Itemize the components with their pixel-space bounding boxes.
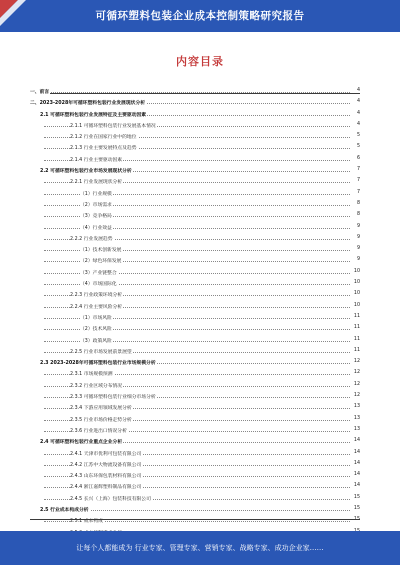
toc-entry-page: 11 xyxy=(353,347,360,353)
toc-entry-label: 2.3.5 行业市场价格走势分析 xyxy=(70,417,132,423)
toc-entry-label: （2）绿色环保发展 xyxy=(80,259,122,265)
toc-entry-page: 14 xyxy=(353,460,360,466)
toc-entry[interactable] xyxy=(30,401,360,412)
toc-entry-label: 2.1 可循环塑料包装行业发展特征及主要驱动因素 xyxy=(40,112,147,118)
page-header xyxy=(0,0,400,32)
toc-entry[interactable] xyxy=(30,413,360,424)
toc-entry[interactable] xyxy=(30,492,360,503)
toc-entry-label: 2.2.2 行业发展趋势 xyxy=(70,236,113,242)
toc-entry-label: 2.5.1 成本构成 xyxy=(70,519,103,525)
toc-leader-dots xyxy=(44,510,350,511)
toc-entry[interactable] xyxy=(30,209,360,220)
toc-entry[interactable] xyxy=(30,288,360,299)
toc-entry-label: （4）市场国际化 xyxy=(80,282,117,288)
toc-entry-label: 2.1.1 可循环塑料包装行业发展基本情况 xyxy=(70,123,156,129)
toc-entry-page: 11 xyxy=(353,313,360,319)
toc-entry[interactable] xyxy=(30,356,360,367)
toc-entry-page: 9 xyxy=(356,234,360,240)
toc-entry[interactable] xyxy=(30,175,360,186)
toc-entry[interactable] xyxy=(30,345,360,356)
toc-entry-page: 12 xyxy=(353,381,360,387)
toc-entry-label: 2.3.4 下游应用领域发展分析 xyxy=(70,406,132,412)
toc-entry-page: 9 xyxy=(356,246,360,252)
toc-entry-label: 2.4.5 长兴（上海）包装科技有限公司 xyxy=(70,496,151,502)
toc-entry-page: 14 xyxy=(353,449,360,455)
toc-entry[interactable] xyxy=(30,266,360,277)
toc-entry[interactable] xyxy=(30,424,360,435)
toc-entry[interactable] xyxy=(30,254,360,265)
toc-entry-page: 10 xyxy=(353,280,360,286)
toc-entry-page: 12 xyxy=(353,393,360,399)
toc-entry-page: 13 xyxy=(353,415,360,421)
toc-entry[interactable] xyxy=(30,108,360,119)
toc-entry-label: 2.1.4 行业主要驱动因素 xyxy=(70,157,123,163)
footer-slogan: 让每个人都能成为 行业专家、管理专家、营销专家、战略专家、成功企业家…… xyxy=(76,544,324,552)
toc-entry-label: 2.4.1 天津市优利可包装有限公司 xyxy=(70,451,142,457)
toc-entry[interactable] xyxy=(30,221,360,232)
toc-entry-page: 14 xyxy=(353,483,360,489)
report-title: 可循环塑料包装企业成本控制策略研究报告 xyxy=(95,10,305,22)
toc-entry[interactable] xyxy=(30,130,360,141)
toc-entry-label: （3）竞争格局 xyxy=(80,214,112,220)
toc-entry-label: （1）行业规模 xyxy=(80,191,112,197)
toc-entry[interactable] xyxy=(30,469,360,480)
toc-entry[interactable] xyxy=(30,277,360,288)
toc-entry-page: 11 xyxy=(353,336,360,342)
page-footer xyxy=(0,531,400,565)
toc-entry[interactable] xyxy=(30,503,360,514)
toc-entry-page: 7 xyxy=(356,178,360,184)
toc-entry-page: 15 xyxy=(353,517,360,523)
toc-entry-label: 2.3.1 市场规模预测 xyxy=(70,372,113,378)
toc-entry[interactable] xyxy=(30,458,360,469)
toc-entry-label: 2.2 可循环塑料包装行业市场发展现状分析 xyxy=(40,169,132,175)
toc-entry-page: 4 xyxy=(356,110,360,116)
toc-entry-label: （3）产业链整合 xyxy=(80,270,117,276)
toc-entry-page: 9 xyxy=(356,223,360,229)
toc-entry[interactable] xyxy=(30,322,360,333)
toc-entry-page: 5 xyxy=(356,144,360,150)
toc-entry-label: （1）技术创新发展 xyxy=(80,248,122,254)
toc-entry-page: 7 xyxy=(356,167,360,173)
toc-entry[interactable] xyxy=(30,334,360,345)
toc-entry-label: 2.3.2 行业区域分布情况 xyxy=(70,383,123,389)
toc-entry-page: 13 xyxy=(353,404,360,410)
toc-entry-page: 4 xyxy=(356,88,360,93)
toc-entry-page: 9 xyxy=(356,257,360,263)
toc-entry-page: 10 xyxy=(353,291,360,297)
toc-entry[interactable] xyxy=(30,367,360,378)
toc-entry-label: 2.5 行业成本构成分析 xyxy=(40,507,89,513)
toc-entry-label: （1）市场风险 xyxy=(80,315,112,321)
toc-entry[interactable] xyxy=(30,379,360,390)
toc-entry[interactable] xyxy=(30,300,360,311)
toc-entry-label: 一、前言 xyxy=(30,90,50,95)
toc-entry[interactable] xyxy=(30,390,360,401)
toc-entry-label: （3）政策风险 xyxy=(80,338,112,344)
toc-leader-dots xyxy=(44,92,350,93)
toc-entry-label: 2.2.5 行业市场发展前景展望 xyxy=(70,349,132,355)
toc-entry-label: 2.2.3 行业政策环境分析 xyxy=(70,293,123,299)
toc-entry-page: 10 xyxy=(353,268,360,274)
toc-entry[interactable] xyxy=(30,187,360,198)
toc-entry[interactable] xyxy=(30,198,360,209)
toc-entry-page: 7 xyxy=(356,189,360,195)
toc-entry-page: 14 xyxy=(353,472,360,478)
toc-entry-page: 14 xyxy=(353,438,360,444)
table-of-contents xyxy=(30,85,360,537)
toc-entry[interactable] xyxy=(30,435,360,446)
toc-entry-page: 4 xyxy=(356,99,360,105)
toc-entry-page: 11 xyxy=(353,325,360,331)
toc-entry-page: 10 xyxy=(353,302,360,308)
toc-entry-page: 5 xyxy=(356,133,360,139)
toc-entry[interactable] xyxy=(30,164,360,175)
toc-entry[interactable] xyxy=(30,232,360,243)
toc-entry-label: （2）市场需求 xyxy=(80,202,112,208)
toc-entry[interactable] xyxy=(30,243,360,254)
toc-entry-page: 8 xyxy=(356,200,360,206)
toc-entry[interactable] xyxy=(30,85,360,96)
toc-entry-label: 二、2023-2028年可循环塑料包装行业发展现状分析 xyxy=(30,101,146,107)
toc-entry[interactable] xyxy=(30,119,360,130)
toc-entry-label: 2.3.3 可循环塑料包装行业细分市场分析 xyxy=(70,395,156,401)
toc-entry-label: 2.1.2 行业在国家行业中的地位 xyxy=(70,135,137,141)
toc-entry[interactable] xyxy=(30,141,360,152)
toc-entry-label: 2.3 2023-2028年可循环塑料包装行业市场规模分析 xyxy=(40,361,156,367)
toc-entry[interactable] xyxy=(30,311,360,322)
toc-entry-label: 2.1.3 行业主要发展特点及趋势 xyxy=(70,146,137,152)
toc-entry-label: （4）行业效益 xyxy=(80,225,112,231)
toc-entry-label: 2.2.1 行业发展现状分析 xyxy=(70,180,123,186)
toc-entry-page: 12 xyxy=(353,370,360,376)
toc-entry-page: 15 xyxy=(353,494,360,500)
toc-entry-label: 2.4.3 山东环保包装材料有限公司 xyxy=(70,474,142,480)
toc-entry[interactable] xyxy=(30,480,360,491)
toc-entry-label: 2.2.4 行业主要风险分析 xyxy=(70,304,123,310)
toc-entry-page: 13 xyxy=(353,426,360,432)
toc-entry[interactable] xyxy=(30,153,360,164)
toc-entry-page: 6 xyxy=(356,155,360,161)
toc-entry-label: 2.4.4 浙江嘉辉塑料制品有限公司 xyxy=(70,485,142,491)
toc-entry-page: 8 xyxy=(356,212,360,218)
toc-entry-label: （2）技术风险 xyxy=(80,327,112,333)
toc-heading: 内容目录 xyxy=(176,55,224,68)
toc-entry-label: 2.4 可循环塑料包装行业重点企业分析 xyxy=(40,440,123,446)
toc-entry-page: 4 xyxy=(356,121,360,127)
toc-entry[interactable] xyxy=(30,447,360,458)
toc-entry-label: 2.3.6 行业进出口情况分析 xyxy=(70,428,127,434)
toc-entry-page: 15 xyxy=(353,505,360,511)
toc-entry-label: 2.4.2 江苏中大物流设备有限公司 xyxy=(70,462,142,468)
toc-entry[interactable] xyxy=(30,96,360,107)
toc-entry-page: 12 xyxy=(353,359,360,365)
